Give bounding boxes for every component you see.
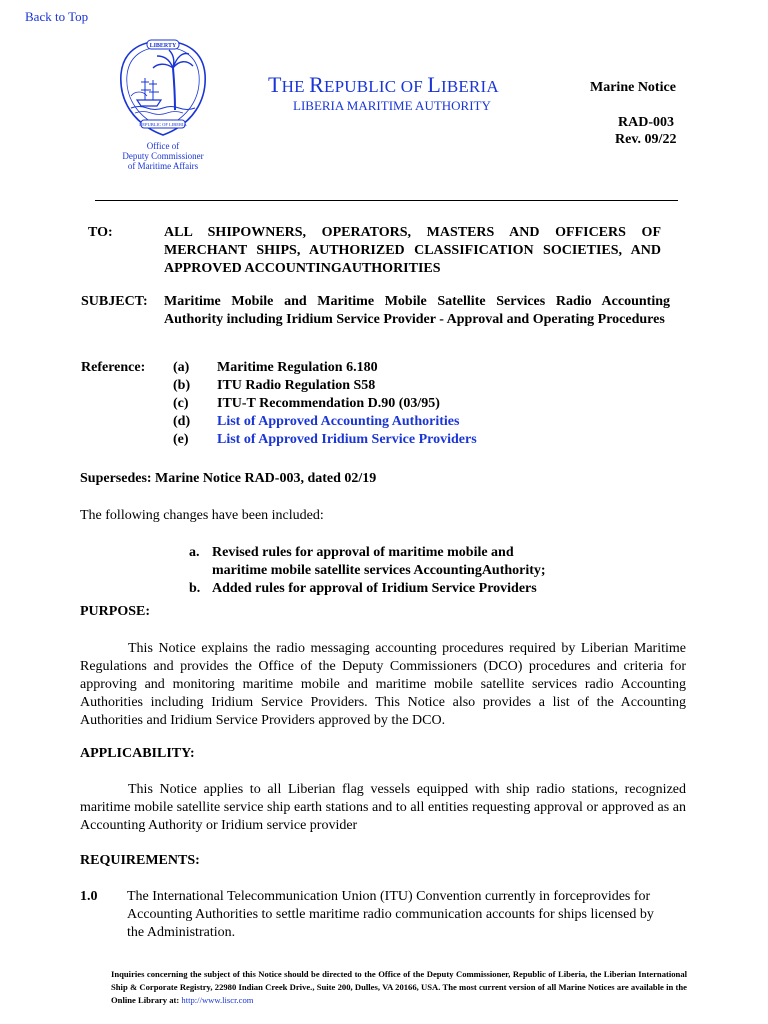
back-to-top-link[interactable]: Back to Top — [25, 9, 89, 24]
reference-item: Maritime Regulation 6.180 — [217, 360, 378, 375]
change-item-line: Added rules for approval of Iridium Service Providers — [212, 581, 537, 596]
change-item-line: Revised rules for approval of maritime mobile and — [212, 545, 514, 560]
supersedes-note: Supersedes: Marine Notice RAD-003, dated 02/19 — [80, 471, 377, 486]
republic-title: THE REPUBLIC OF LIBERIA — [268, 72, 499, 97]
reference-letter: (b) — [173, 378, 191, 393]
svg-text:LIBERTY: LIBERTY — [149, 43, 177, 49]
reference-letter: (e) — [173, 432, 189, 447]
reference-item: ITU Radio Regulation S58 — [217, 378, 376, 393]
applicability-heading: APPLICABILITY: — [80, 746, 195, 761]
liberia-seal-logo — [117, 38, 209, 138]
office-line-1: Office of — [146, 141, 180, 151]
office-line-3: of Maritime Affairs — [127, 161, 199, 171]
subject-label: SUBJECT: — [81, 294, 148, 309]
office-block — [100, 141, 226, 171]
changes-intro: The following changes have been included: — [80, 508, 324, 523]
requirement-text: The International Telecommunication Union (ITU) Convention currently in forceprovides for Accounting Authorities to settle maritime radio communication accounts for ships licensed by the Administration. — [127, 889, 654, 940]
header-divider — [95, 200, 678, 201]
purpose-body: This Notice explains the radio messaging accounting procedures required by Liberian Maritime Regulations and provides the Office of the Deputy Commissioners (DCO) procedures and criteria for approving and monitoring maritime mobile and maritime mobile satellite services radio Accounting Authorities including Iridium Service Providers. This Notice also provides a list of the Accounting Authorities and Iridium Service Providers approved by the DCO. — [80, 641, 686, 728]
reference-label: Reference: — [81, 360, 146, 375]
approved-accounting-authorities-link[interactable]: List of Approved Accounting Authorities — [217, 414, 460, 429]
reference-letter: (d) — [173, 414, 191, 429]
reference-letter: (a) — [173, 360, 190, 375]
reference-item: ITU-T Recommendation D.90 (03/95) — [217, 396, 440, 411]
change-marker: b. — [189, 581, 201, 596]
applicability-body: This Notice applies to all Liberian flag vessels equipped with ship radio stations, recognized maritime mobile satellite service ship earth stations and to all entities requesting approval or approved as an Accounting Authority or Iridium service provider — [80, 782, 686, 833]
reference-letter: (c) — [173, 396, 189, 411]
svg-text:REPUBLIC OF LIBERIA: REPUBLIC OF LIBERIA — [139, 122, 187, 127]
purpose-heading: PURPOSE: — [80, 604, 150, 619]
to-label: TO: — [88, 225, 113, 240]
requirement-number: 1.0 — [80, 889, 98, 904]
notice-type: Marine Notice — [590, 80, 676, 95]
to-text: ALL SHIPOWNERS, OPERATORS, MASTERS AND OFFICERS OF MERCHANT SHIPS, AUTHORIZED CLASSIFICATION SOCIETIES, AND APPROVED ACCOUNTINGAUTHORITIES — [164, 225, 661, 276]
office-line-2: Deputy Commissioner — [122, 151, 204, 161]
subject-text: Maritime Mobile and Maritime Mobile Satellite Services Radio Accounting Authority including Iridium Service Provider - Approval and Operating Procedures — [164, 294, 670, 327]
change-item-line: maritime mobile satellite services AccountingAuthority; — [212, 563, 546, 578]
footer-inquiries — [111, 968, 687, 1007]
footer-text: Inquiries concerning the subject of this Notice should be directed to the Office of the Deputy Commissioner, Republic of Liberia, the Liberian International Ship & Corporate Registry, 22980 Indian Creek Drive., Suite 200, Dulles, VA 20166, USA. The most current version of all Marine Notices are available in the Online Library at: — [111, 969, 687, 1005]
liscr-website-link[interactable]: http://www.liscr.com — [181, 995, 254, 1005]
authority-name: LIBERIA MARITIME AUTHORITY — [293, 98, 491, 113]
requirements-heading: REQUIREMENTS: — [80, 853, 200, 868]
notice-number: RAD-003 — [618, 115, 674, 130]
notice-revision: Rev. 09/22 — [615, 132, 677, 147]
change-marker: a. — [189, 545, 200, 560]
approved-iridium-providers-link[interactable]: List of Approved Iridium Service Providers — [217, 432, 477, 447]
